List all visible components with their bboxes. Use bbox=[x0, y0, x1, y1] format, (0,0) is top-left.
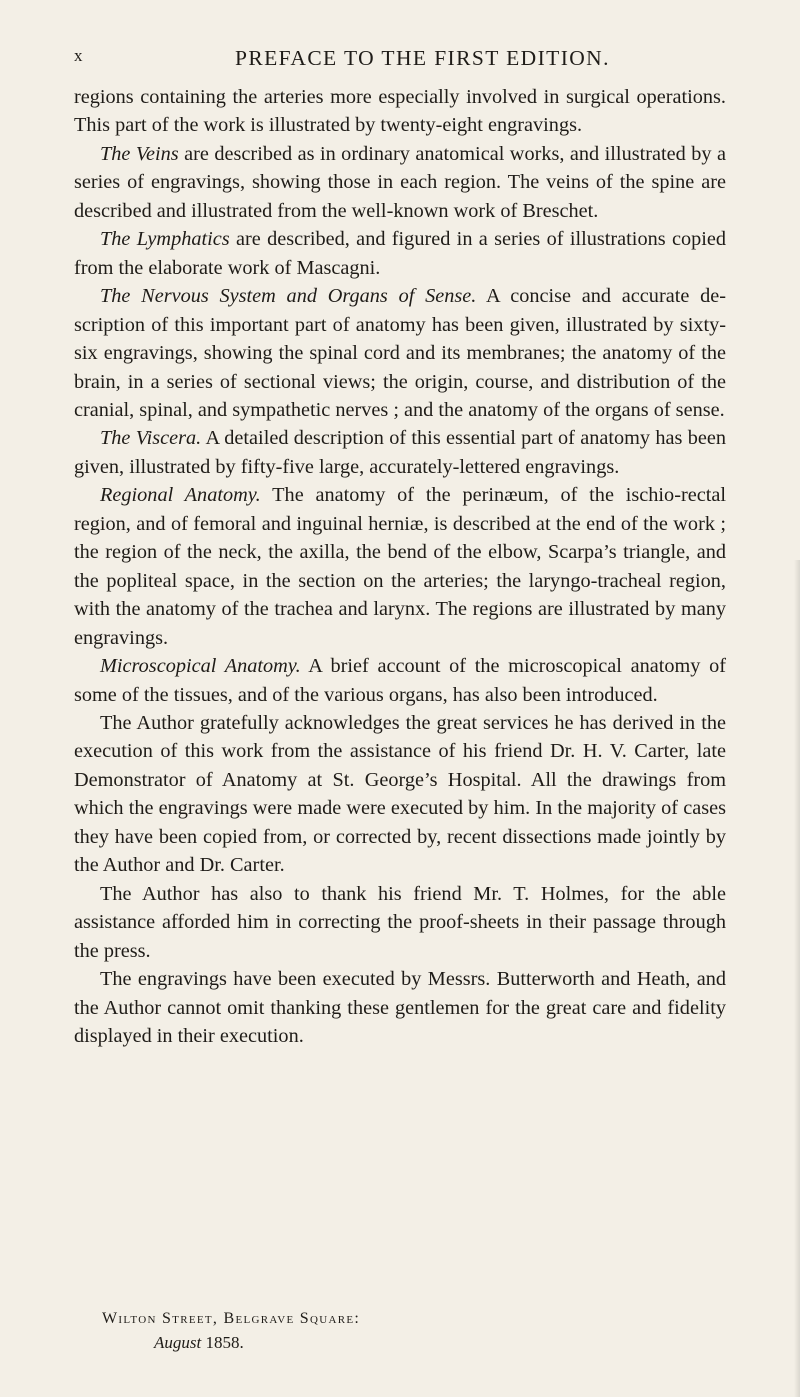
paragraph-regional-anatomy bbox=[74, 481, 726, 652]
paragraph-lead: The Veins bbox=[100, 142, 179, 165]
paragraph-text: regions containing the arteries more especially involved in surgical operations. This part of the work is illustrated by twenty-eight engravings. bbox=[74, 86, 726, 137]
body-text bbox=[74, 83, 726, 1050]
page-title: PREFACE TO THE FIRST EDITION. bbox=[235, 46, 610, 70]
paragraph-text: The engravings have been executed by Messrs. Butterworth and Heath, and the Author cannot omit thanking these gentlemen for the great care and fidelity displayed in their execution. bbox=[74, 968, 726, 1047]
paragraph-lead: Regional Anatomy. bbox=[100, 484, 261, 507]
page-number: x bbox=[74, 46, 83, 65]
signature-year: 1858. bbox=[205, 1333, 244, 1352]
paragraph-acknowledgement-holmes bbox=[74, 880, 726, 965]
signature-month: August bbox=[154, 1333, 202, 1352]
paragraph-text: are described, and figured in a series of illustrations copied from the elaborate work of Mascagni. bbox=[74, 228, 726, 279]
paragraph-text: A concise and accurate description of this important part of anatomy has been given, illustrated by sixty-six engravings, showing the spinal cord and its membranes; the anatomy of the brain, in a series of sectional views; the origin, course, and distribution of the cranial, spinal, and sympathetic nerves ; and the anatomy of the organs of sense. bbox=[74, 285, 726, 421]
paragraph bbox=[74, 83, 726, 140]
paragraph-lymphatics bbox=[74, 225, 726, 282]
paragraph-viscera bbox=[74, 424, 726, 481]
signature-block bbox=[102, 1307, 602, 1355]
paragraph-microscopical-anatomy bbox=[74, 652, 726, 709]
signature-place: Wilton Street, Belgrave Square: bbox=[102, 1310, 361, 1327]
paragraph-lead: The Viscera. bbox=[100, 427, 202, 450]
page-edge-shadow bbox=[794, 560, 800, 1397]
paragraph-text: are described as in ordinary anatomical works, and illustrated by a series of engravings, showing those in each region. The veins of the spine are described and illustrated from the well-known work of Breschet. bbox=[74, 142, 726, 222]
paragraph-text: A brief account of the microscopical anatomy of some of the tissues, and of the various organs, has also been introduced. bbox=[74, 655, 726, 706]
running-head bbox=[74, 46, 734, 76]
paragraph-acknowledgement-engravers bbox=[74, 965, 726, 1050]
paragraph-text: The Author has also to thank his friend Mr. T. Holmes, for the able assistance afforded him in correcting the proof-sheets in their passage through the press. bbox=[74, 882, 726, 962]
signature-date bbox=[154, 1331, 602, 1355]
paragraph-veins bbox=[74, 140, 726, 225]
paragraph-text: A detailed description of this essential part of anatomy has been given, illustrated by fifty-five large, accurately-lettered engravings. bbox=[74, 427, 726, 478]
paragraph-lead: Microscopical Anatomy. bbox=[100, 655, 301, 678]
paragraph-text: The Author gratefully acknowledges the great services he has derived in the execution of this work from the assistance of his friend Dr. H. V. Carter, late Demonstrator of Anatomy at St. George’s Hospital. All the drawings from which the engravings were made were executed by him. In the majority of cases they have been copied from, or corrected by, recent dissections made jointly by the Author and Dr. Carter. bbox=[74, 711, 726, 877]
paragraph-lead: The Lymphatics bbox=[100, 228, 230, 251]
paragraph-lead: The Nervous System and Organs of Sense. bbox=[100, 285, 477, 308]
paragraph-acknowledgement-carter bbox=[74, 709, 726, 880]
paragraph-text: The anatomy of the perinæum, of the ischio-rectal region, and of femoral and inguinal herniæ, is described at the end of the work ; the region of the neck, the axilla, the bend of the elbow, Scarpa’s triangle, and the popliteal space, in the section on the arteries; the laryngo-tracheal region, with the anatomy of the trachea and larynx. The regions are illustrated by many engravings. bbox=[74, 484, 726, 649]
paragraph-nervous-system bbox=[74, 282, 726, 424]
